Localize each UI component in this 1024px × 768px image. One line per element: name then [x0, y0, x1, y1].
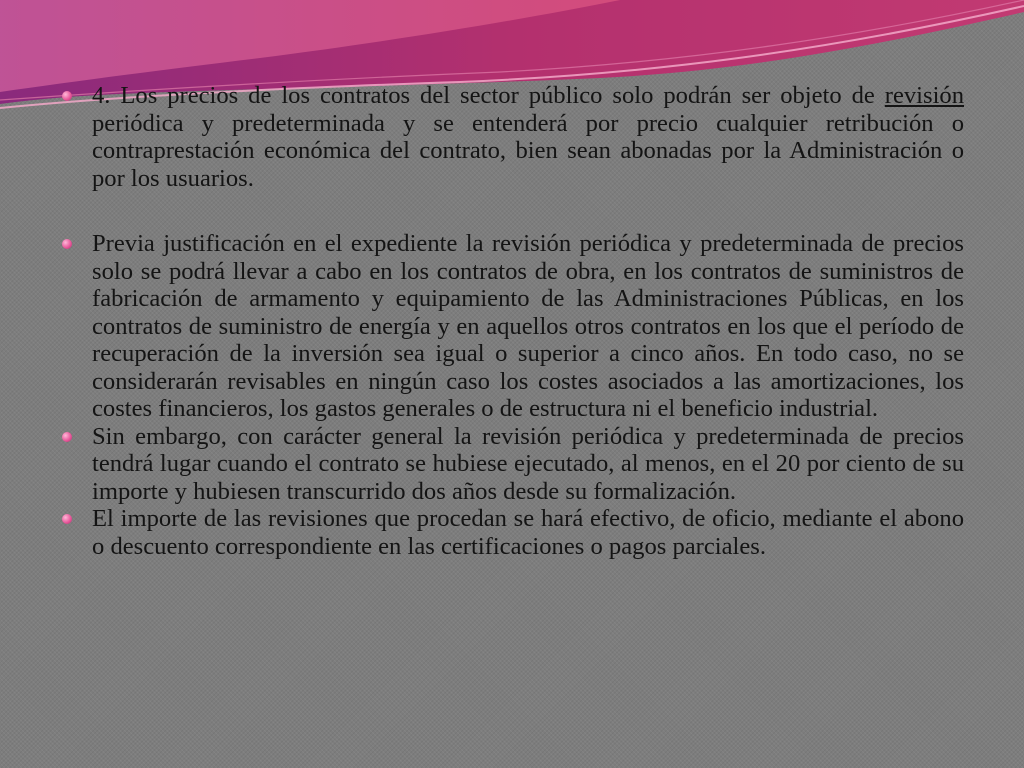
bullet-1-text-start: 4. Los precios de los contratos del sector público solo podrán ser objeto de [92, 82, 885, 109]
slide-content [62, 82, 964, 560]
bullet-dot-icon [62, 432, 72, 442]
bullet-2-text: Previa justificación en el expediente la revisión periódica y predeterminada de precios solo se podrá llevar a cabo en los contratos de obra, en los contratos de suministros de fabricación de armamento y equipamiento de las Administraciones Públicas, en los contratos de suministro de energía y en aquellos otros contratos en los que el período de recuperación de la inversión sea igual o superior a cinco años. En todo caso, no se considerarán revisables en ningún caso los costes asociados a las amortizaciones, los costes financieros, los gastos generales o de estructura ni el beneficio industrial. [92, 230, 964, 422]
bullet-3-text: Sin embargo, con carácter general la revisión periódica y predeterminada de precios tendrá lugar cuando el contrato se hubiese ejecutado, al menos, en el 20 por ciento de su importe y hubiesen transcurrido dos años desde su formalización. [92, 422, 964, 505]
bullet-item-3 [62, 423, 964, 506]
bullet-item-4 [62, 505, 964, 560]
bullet-4-text: El importe de las revisiones que procedan se hará efectivo, de oficio, mediante el abono o descuento correspondiente en las certificaciones o pagos parciales. [92, 505, 964, 560]
bullet-dot-icon [62, 91, 72, 101]
bullet-1-underlined-word: revisión [884, 82, 964, 109]
bullet-1-text-end: periódica y predeterminada y se entenderá por precio cualquier retribución o contraprestación económica del contrato, bien sean abonadas por la Administración o por los usuarios. [92, 109, 964, 192]
bullet-item-1 [62, 82, 964, 192]
bullet-dot-icon [62, 239, 72, 249]
bullet-dot-icon [62, 514, 72, 524]
bullet-item-2 [62, 230, 964, 423]
